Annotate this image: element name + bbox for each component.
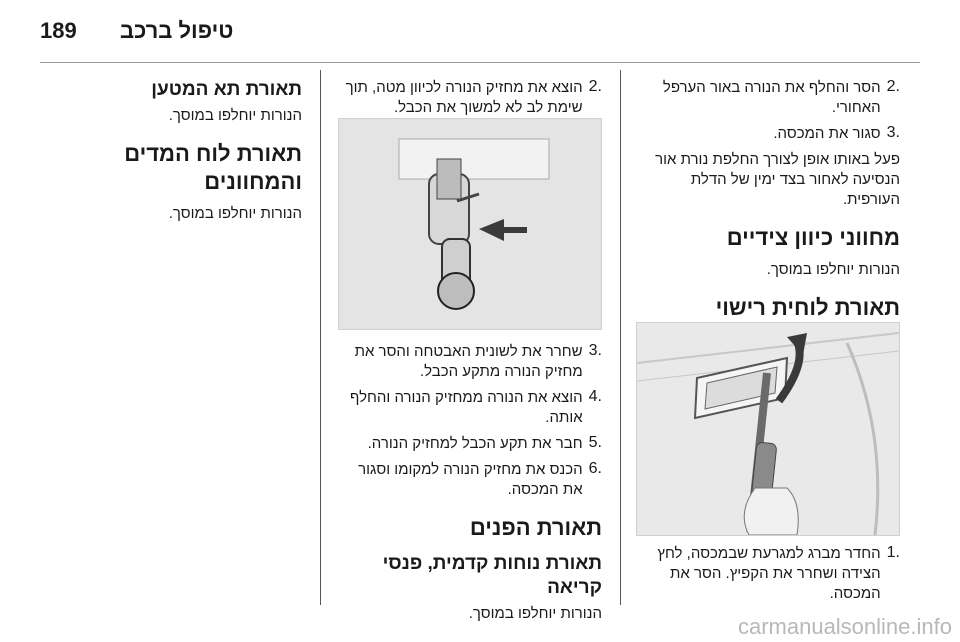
header-rule [40,62,920,63]
bulb-holder-svg [339,119,601,329]
step-number: .2 [886,78,900,95]
step-text: הוצא את מחזיק הנורה לכיוון מטה, תוך שימת לב לא למשוך את הכבל. [345,79,583,116]
bulb-holder-illustration [338,118,602,330]
right-column [636,78,900,330]
step-text: הוצא את הנורה ממחזיק הנורה והחלף אותה. [350,389,583,426]
step-text: הסר והחלף את הנורה באור הערפל האחורי. [662,79,881,116]
instrument-panel-text: הנורות יוחלפו במוסך. [168,205,302,222]
heading-load-compartment: תאורת תא המטען [151,79,302,100]
step-item [636,544,900,604]
license-plate-illustration [636,322,900,536]
step-text: החדר מברג למגרעת שבמכסה, לחץ הצידה ושחרר את הקפיץ. הסר את המכסה. [657,545,881,602]
step-number: .4 [588,388,602,405]
heading-front-courtesy-lights: תאורת נוחות קדמית, פנסי קריאה [382,553,602,598]
step-text: חבר את תקע הכבל למחזיק הנורה. [367,435,583,452]
step-number: .3 [886,124,900,141]
step-item [336,460,602,500]
step-item [336,434,602,454]
left-column [40,78,302,224]
page-header [40,18,920,48]
step-number: .6 [588,460,602,477]
step-item [636,78,900,118]
step-number: .3 [588,342,602,359]
load-compartment-text: הנורות יוחלפו במוסך. [168,107,302,124]
step-item [636,124,900,144]
step-item [336,78,602,118]
column-divider-left [320,70,321,605]
step-number: .5 [588,434,602,451]
heading-side-signals: מחווני כיוון צידיים [726,225,900,250]
paragraph-rear-light: פעל באותו אופן לצורך החלפת נורת אור הנסיעה לאחור בצד ימין של הדלת העורפית. [655,151,900,208]
right-column-bottom [636,544,900,610]
step-text: שחרר את לשונית האבטחה והסר את מחזיק הנורה מתקע הכבל. [354,343,583,380]
front-lights-text: הנורות יוחלפו במוסך. [468,605,602,622]
step-item [336,388,602,428]
chapter-title: טיפול ברכב [120,18,234,43]
signals-text: הנורות יוחלפו במוסך. [766,261,900,278]
heading-interior-lighting: תאורת הפנים [469,515,602,540]
column-divider-right [620,70,621,605]
step-text: הכנס את מחזיק הנורה למקומו וסגור את המכסה. [358,461,583,498]
license-plate-light-svg [637,323,899,535]
heading-license-plate: תאורת לוחית רישוי [715,295,900,320]
step-number: .2 [588,78,602,95]
page-number: 189 [40,18,77,43]
middle-column-body [336,342,602,624]
heading-instrument-panel: תאורת לוח המדים והמחוונים [124,141,302,194]
watermark: carmanualsonline.info [737,614,952,639]
step-item [336,342,602,382]
step-number: .1 [886,544,900,561]
step-text: סגור את המכסה. [773,125,881,142]
